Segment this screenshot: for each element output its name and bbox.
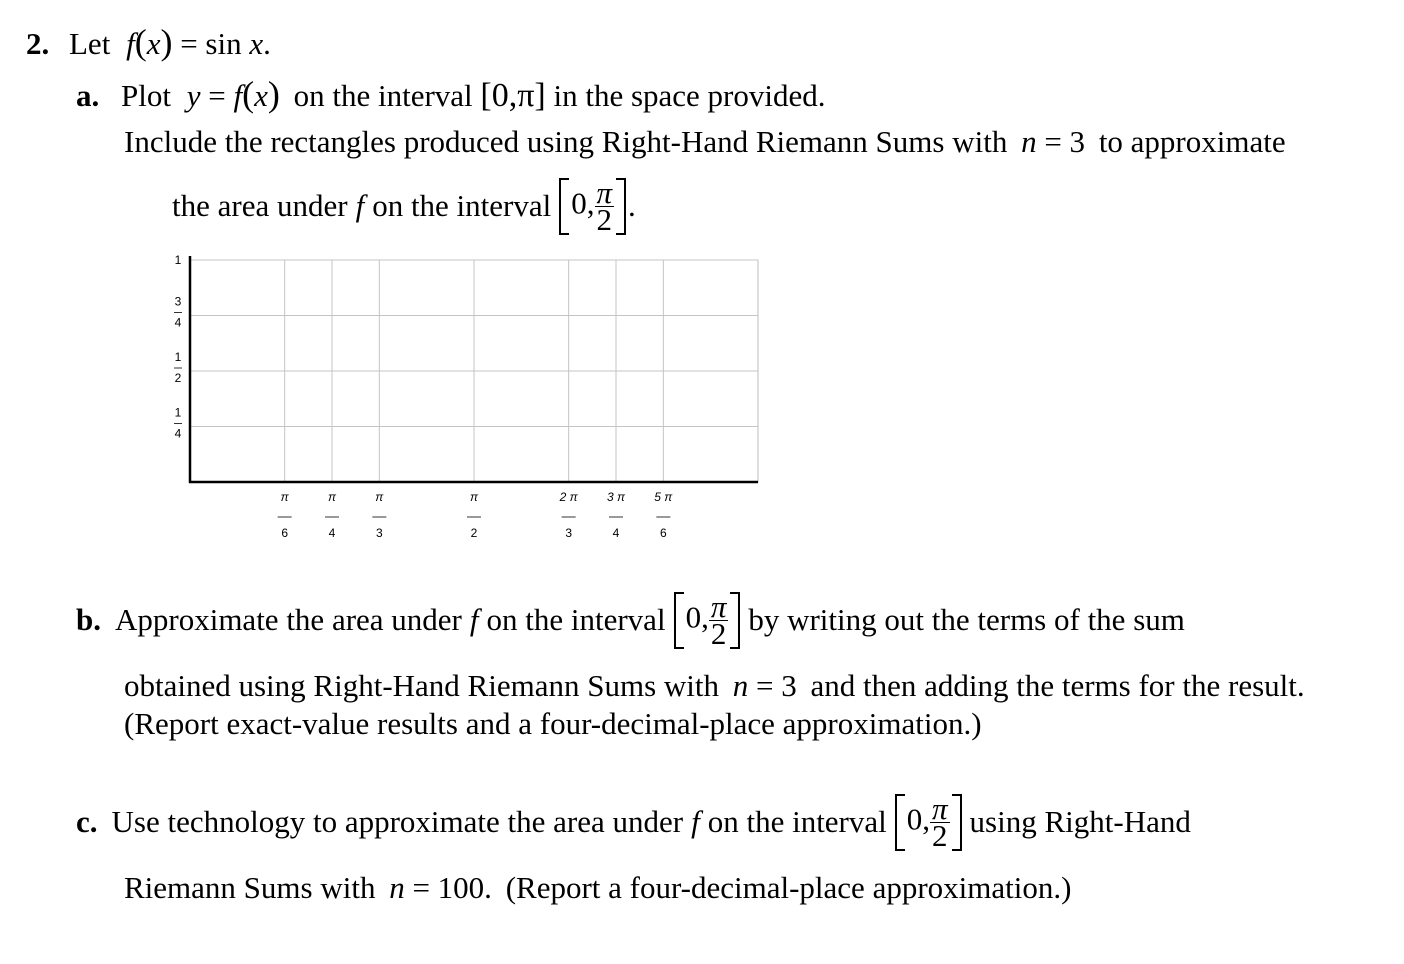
x-tick-label-num: 5 π xyxy=(654,490,673,504)
x-tick-label-den: 6 xyxy=(659,526,667,540)
problem-number: 2. xyxy=(26,26,50,61)
part-c-label: c. xyxy=(76,804,98,839)
x-tick-label-num: π xyxy=(469,490,479,504)
pi-over-2: $\frac{\pi}{2}$ xyxy=(932,790,948,853)
part-b-label: b. xyxy=(76,602,101,637)
x-tick-label-den: 3 xyxy=(375,526,383,540)
problem-statement: 2. Let f(x) = sin x. xyxy=(26,22,271,62)
x-tick-label-den: 4 xyxy=(612,526,620,540)
x-tick-label-num: π xyxy=(327,490,337,504)
part-b-line3: (Report exact-value results and a four-decimal-place approximation.) xyxy=(124,706,982,741)
y-tick-label-num: 1 xyxy=(174,405,182,420)
x-tick-label-den: 6 xyxy=(281,526,289,540)
y-tick-label-num: 1 xyxy=(174,350,182,364)
pi-over-2: $\frac{\pi}{2}$ xyxy=(710,588,727,651)
part-c-line1: c. Use technology to approximate the area under f on the interval 0, $\frac{\pi}{2}$ using Right-Hand xyxy=(76,790,1191,853)
part-a-line3: the area under f on the interval 0, $\frac{\pi}{2}$ . xyxy=(172,174,636,237)
y-tick-label-den: 2 xyxy=(174,371,182,385)
y-tick-label-den: 4 xyxy=(174,426,182,441)
part-b-line1: b. Approximate the area under f on the interval 0, $\frac{\pi}{2}$ by writing out the terms of the sum xyxy=(76,588,1185,651)
y-tick-label: 1 xyxy=(174,253,182,267)
function-name: f xyxy=(126,26,135,61)
x-tick-label-num: π xyxy=(375,490,384,504)
y-tick-label-num: 3 xyxy=(174,294,182,309)
pi-over-2: $\frac{\pi}{2}$ xyxy=(596,174,613,237)
part-a-line1: a. Plot y = f(x) on the interval [0,π] in the space provided. xyxy=(76,74,826,114)
part-c-line2: Riemann Sums with n = 100. (Report a four-decimal-place approximation.) xyxy=(124,870,1072,905)
interval-bracket: 0, $\frac{\pi}{2}$ xyxy=(672,594,743,647)
x-tick-label-num: π xyxy=(280,490,289,504)
part-b-line2: obtained using Right-Hand Riemann Sums with n = 3 and then adding the terms for the result. xyxy=(124,668,1305,703)
part-a-label: a. xyxy=(76,78,100,113)
interval-0-pi: [0,π] xyxy=(480,77,546,114)
part-a-line2: Include the rectangles produced using Right-Hand Riemann Sums with n = 3 to approximate xyxy=(124,124,1286,159)
x-tick-label-den: 4 xyxy=(328,526,336,540)
y-tick-label-den: 4 xyxy=(174,315,182,330)
x-tick-label-num: 2 π xyxy=(559,490,578,504)
let-word: Let xyxy=(69,26,111,61)
x-tick-label-den: 2 xyxy=(470,526,478,540)
x-tick-label-num: 3 π xyxy=(606,490,626,504)
sin-definition: = sin xyxy=(180,26,242,61)
x-tick-label-den: 3 xyxy=(565,526,573,540)
interval-bracket: 0, $\frac{\pi}{2}$ xyxy=(893,796,964,849)
interval-bracket: 0, $\frac{\pi}{2}$ xyxy=(557,180,628,233)
